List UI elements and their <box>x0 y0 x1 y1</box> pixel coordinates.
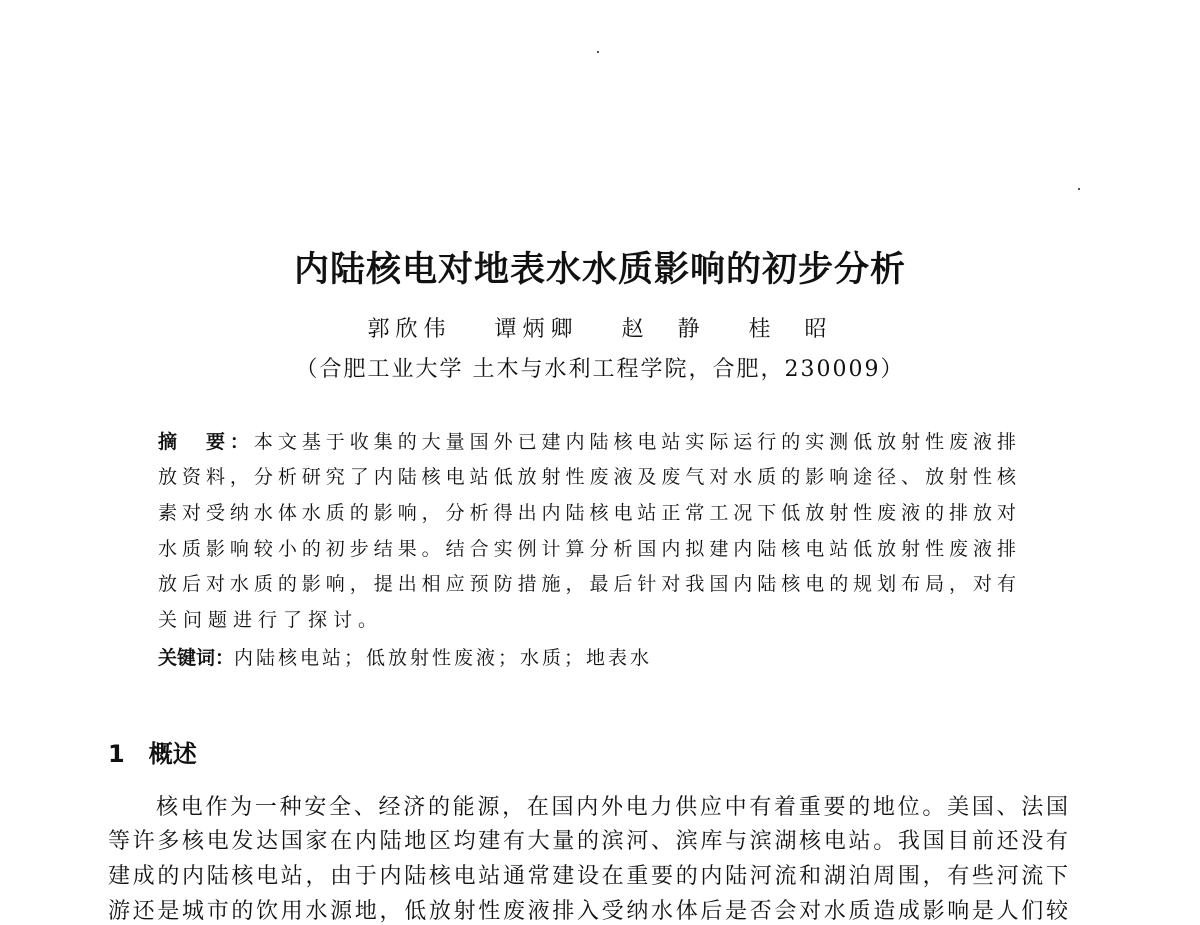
section-number: 1 <box>108 740 125 768</box>
abstract-label: 摘 要： <box>158 431 254 453</box>
affiliation: （合肥工业大学 土木与水利工程学院，合肥，230009） <box>295 357 905 382</box>
author: 郭欣伟 <box>367 317 452 342</box>
scan-speck <box>1078 188 1080 190</box>
abstract-line: 素对受纳水体水质的影响，分析得出内陆核电站正常工况下低放射性废液的排放对 <box>158 502 1016 524</box>
body-line: 等许多核电发达国家在内陆地区均建有大量的滨河、滨库与滨湖核电站。我国目前还没有 <box>108 829 1068 854</box>
abstract-line: 关问题进行了探讨。 <box>158 609 384 631</box>
body-line: 核电作为一种安全、经济的能源，在国内外电力供应中有着重要的地位。美国、法国 <box>156 795 1068 820</box>
author: 谭炳卿 <box>494 317 579 342</box>
author: 桂 昭 <box>748 317 833 342</box>
section-heading <box>108 734 197 769</box>
body-line: 游还是城市的饮用水源地，低放射性废液排入受纳水体后是否会对水质造成影响是人们较 <box>108 899 1068 924</box>
author-list <box>0 312 1200 343</box>
scan-speck <box>597 51 599 53</box>
abstract-line: 放资料，分析研究了内陆核电站低放射性废液及废气对水质的影响途径、放射性核 <box>158 466 1016 488</box>
body-line: 建成的内陆核电站，由于内陆核电站通常建设在重要的内陆河流和湖泊周围，有些河流下 <box>108 864 1068 889</box>
keywords-text: 内陆核电站；低放射性废液；水质；地表水 <box>234 647 653 669</box>
keywords-label: 关键词： <box>158 647 235 669</box>
section-title: 概述 <box>148 740 197 768</box>
author: 赵 静 <box>621 317 706 342</box>
keywords <box>158 643 652 670</box>
abstract-line: 水质影响较小的初步结果。结合实例计算分析国内拟建内陆核电站低放射性废液排 <box>158 538 1016 560</box>
abstract-line: 放后对水质的影响，提出相应预防措施，最后针对我国内陆核电的规划布局，对有 <box>158 573 1016 595</box>
paper-title: 内陆核电对地表水水质影响的初步分析 <box>293 250 906 290</box>
abstract-line: 摘 要：本文基于收集的大量国外已建内陆核电站实际运行的实测低放射性废液排 <box>158 431 1016 453</box>
